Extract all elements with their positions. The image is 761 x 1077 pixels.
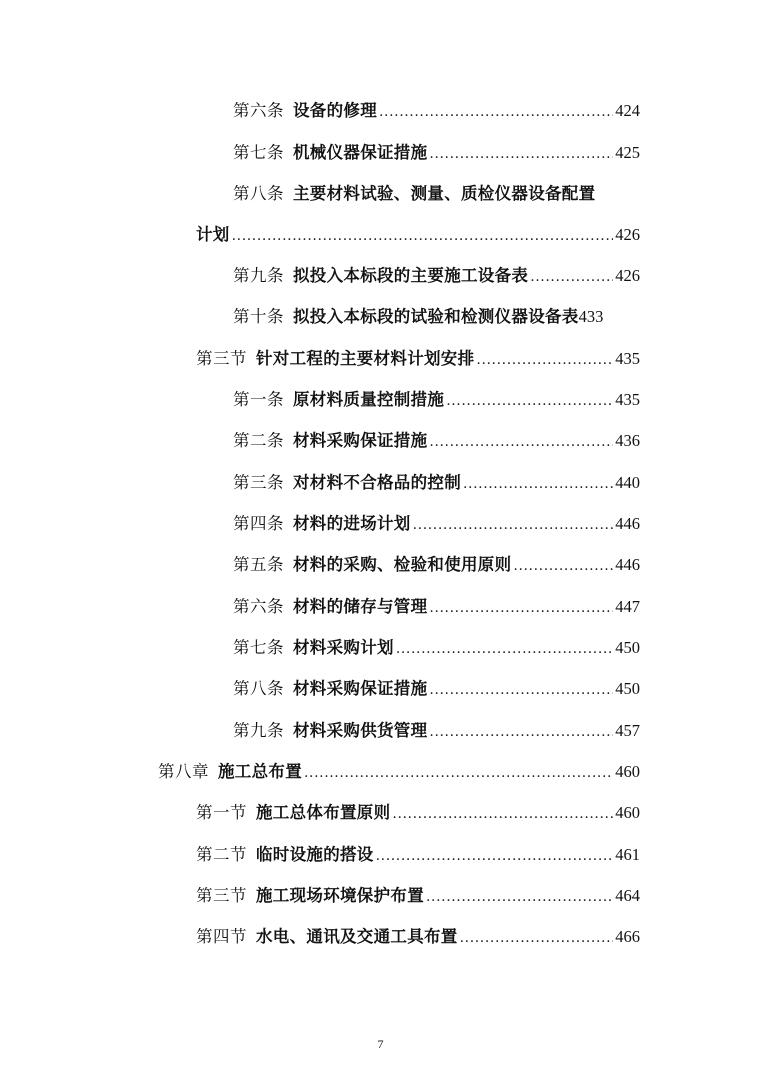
toc-entry-title: 主要材料试验、测量、质检仪器设备配置 <box>293 184 596 203</box>
toc-entry-title: 材料采购保证措施 <box>293 431 428 450</box>
toc-entry-page: 435 <box>615 349 640 368</box>
toc-entry-number: 第二节 <box>196 845 247 864</box>
dot-leader <box>413 510 614 540</box>
toc-entry-title: 材料的进场计划 <box>293 514 411 533</box>
toc-entry-page: 446 <box>615 555 640 574</box>
toc-entry-number: 第三节 <box>196 349 247 368</box>
toc-entry-page: 460 <box>615 803 640 822</box>
page-number: 7 <box>377 1037 384 1051</box>
toc-entry-page: 425 <box>615 143 640 162</box>
toc-entry-page: 466 <box>615 927 640 946</box>
toc-entry[interactable] <box>233 385 640 415</box>
toc-entry-title: 计划 <box>196 225 230 244</box>
dot-leader <box>463 469 613 499</box>
toc-entry-title: 拟投入本标段的试验和检测仪器设备表 <box>293 307 579 326</box>
dot-leader <box>232 221 614 251</box>
toc-entry-title: 机械仪器保证措施 <box>293 143 428 162</box>
toc-entry-title: 对材料不合格品的控制 <box>293 473 461 492</box>
dot-leader <box>304 758 613 788</box>
toc-entry[interactable] <box>233 633 640 663</box>
dot-leader <box>513 551 613 581</box>
toc-entry[interactable] <box>233 426 640 456</box>
toc-entry-title: 材料采购保证措施 <box>293 679 428 698</box>
dot-leader <box>392 799 613 829</box>
toc-entry[interactable] <box>233 468 640 498</box>
toc-entry-number: 第一节 <box>196 803 247 822</box>
dot-leader <box>379 97 613 127</box>
toc-entry-continuation[interactable] <box>196 220 640 250</box>
toc-entry-title: 施工总体布置原则 <box>256 803 391 822</box>
toc-entry[interactable] <box>233 138 640 168</box>
toc-entry-number: 第一条 <box>233 390 284 409</box>
toc-entry-page: 426 <box>615 266 640 285</box>
toc-entry-title: 施工现场环境保护布置 <box>256 886 424 905</box>
dot-leader <box>530 262 613 292</box>
toc-entry-title: 拟投入本标段的主要施工设备表 <box>293 266 529 285</box>
toc-entry-number: 第六条 <box>233 597 284 616</box>
toc-entry-number: 第七条 <box>233 638 284 657</box>
dot-leader <box>429 675 613 705</box>
toc-entry-page: 426 <box>615 225 640 244</box>
toc-entry[interactable] <box>196 922 640 952</box>
toc-entry[interactable] <box>233 674 640 704</box>
dot-leader <box>429 427 613 457</box>
toc-entry-number: 第八章 <box>158 762 209 781</box>
toc-entry[interactable] <box>233 509 640 539</box>
toc-entry-title: 材料的采购、检验和使用原则 <box>293 555 512 574</box>
toc-entry-page: 433 <box>578 307 604 326</box>
toc-entry-title: 材料采购计划 <box>293 638 394 657</box>
toc-entry-page: 436 <box>615 431 640 450</box>
toc-entry[interactable] <box>233 592 640 622</box>
toc-entry[interactable] <box>233 179 640 209</box>
toc-entry-page: 464 <box>615 886 640 905</box>
toc-entry-title: 临时设施的搭设 <box>256 845 374 864</box>
toc-entry-page: 461 <box>615 845 640 864</box>
dot-leader <box>476 345 613 375</box>
toc-entry-number: 第四条 <box>233 514 284 533</box>
toc-entry-number: 第八条 <box>233 679 284 698</box>
toc-entry-number: 第六条 <box>233 101 284 120</box>
toc-entry-number: 第四节 <box>196 927 247 946</box>
toc-entry-title: 材料的储存与管理 <box>293 597 428 616</box>
toc-entry[interactable] <box>158 757 640 787</box>
toc-entry-number: 第五条 <box>233 555 284 574</box>
toc-entry[interactable] <box>196 798 640 828</box>
dot-leader <box>426 882 613 912</box>
toc-entry-number: 第九条 <box>233 266 284 285</box>
toc-entry[interactable] <box>196 840 640 870</box>
toc-entry-title: 水电、通讯及交通工具布置 <box>256 927 458 946</box>
toc-entry-page: 446 <box>615 514 640 533</box>
toc-entry[interactable] <box>233 261 640 291</box>
dot-leader <box>376 841 614 871</box>
toc-entry[interactable] <box>233 96 640 126</box>
toc-entry-page: 435 <box>615 390 640 409</box>
toc-entry-number: 第三条 <box>233 473 284 492</box>
toc-entry[interactable] <box>233 302 640 332</box>
toc-entry[interactable] <box>196 344 640 374</box>
toc-entry-page: 424 <box>615 101 640 120</box>
toc-entry-page: 450 <box>615 638 640 657</box>
dot-leader <box>460 923 614 953</box>
toc-entry-title: 原材料质量控制措施 <box>293 390 445 409</box>
toc-entry-number: 第三节 <box>196 886 247 905</box>
toc-entry-number: 第十条 <box>233 307 284 326</box>
dot-leader <box>446 386 613 416</box>
toc-entry-title: 材料采购供货管理 <box>293 721 428 740</box>
toc-entry-number: 第二条 <box>233 431 284 450</box>
toc-entry-page: 460 <box>615 762 640 781</box>
toc-entry[interactable] <box>233 716 640 746</box>
dot-leader <box>429 717 613 747</box>
toc-entry-title: 针对工程的主要材料计划安排 <box>256 349 475 368</box>
toc-entry-page: 440 <box>615 473 640 492</box>
dot-leader <box>429 593 613 623</box>
toc-entry[interactable] <box>233 550 640 580</box>
dot-leader <box>396 634 613 664</box>
dot-leader <box>429 139 613 169</box>
toc-entry-number: 第七条 <box>233 143 284 162</box>
toc-entry-page: 447 <box>615 597 640 616</box>
toc-entry[interactable] <box>196 881 640 911</box>
toc-entry-number: 第九条 <box>233 721 284 740</box>
toc-entry-page: 450 <box>615 679 640 698</box>
toc-entry-title: 施工总布置 <box>218 762 302 781</box>
toc-entry-title: 设备的修理 <box>293 101 377 120</box>
toc-entry-page: 457 <box>615 721 640 740</box>
toc-entry-number: 第八条 <box>233 184 284 203</box>
